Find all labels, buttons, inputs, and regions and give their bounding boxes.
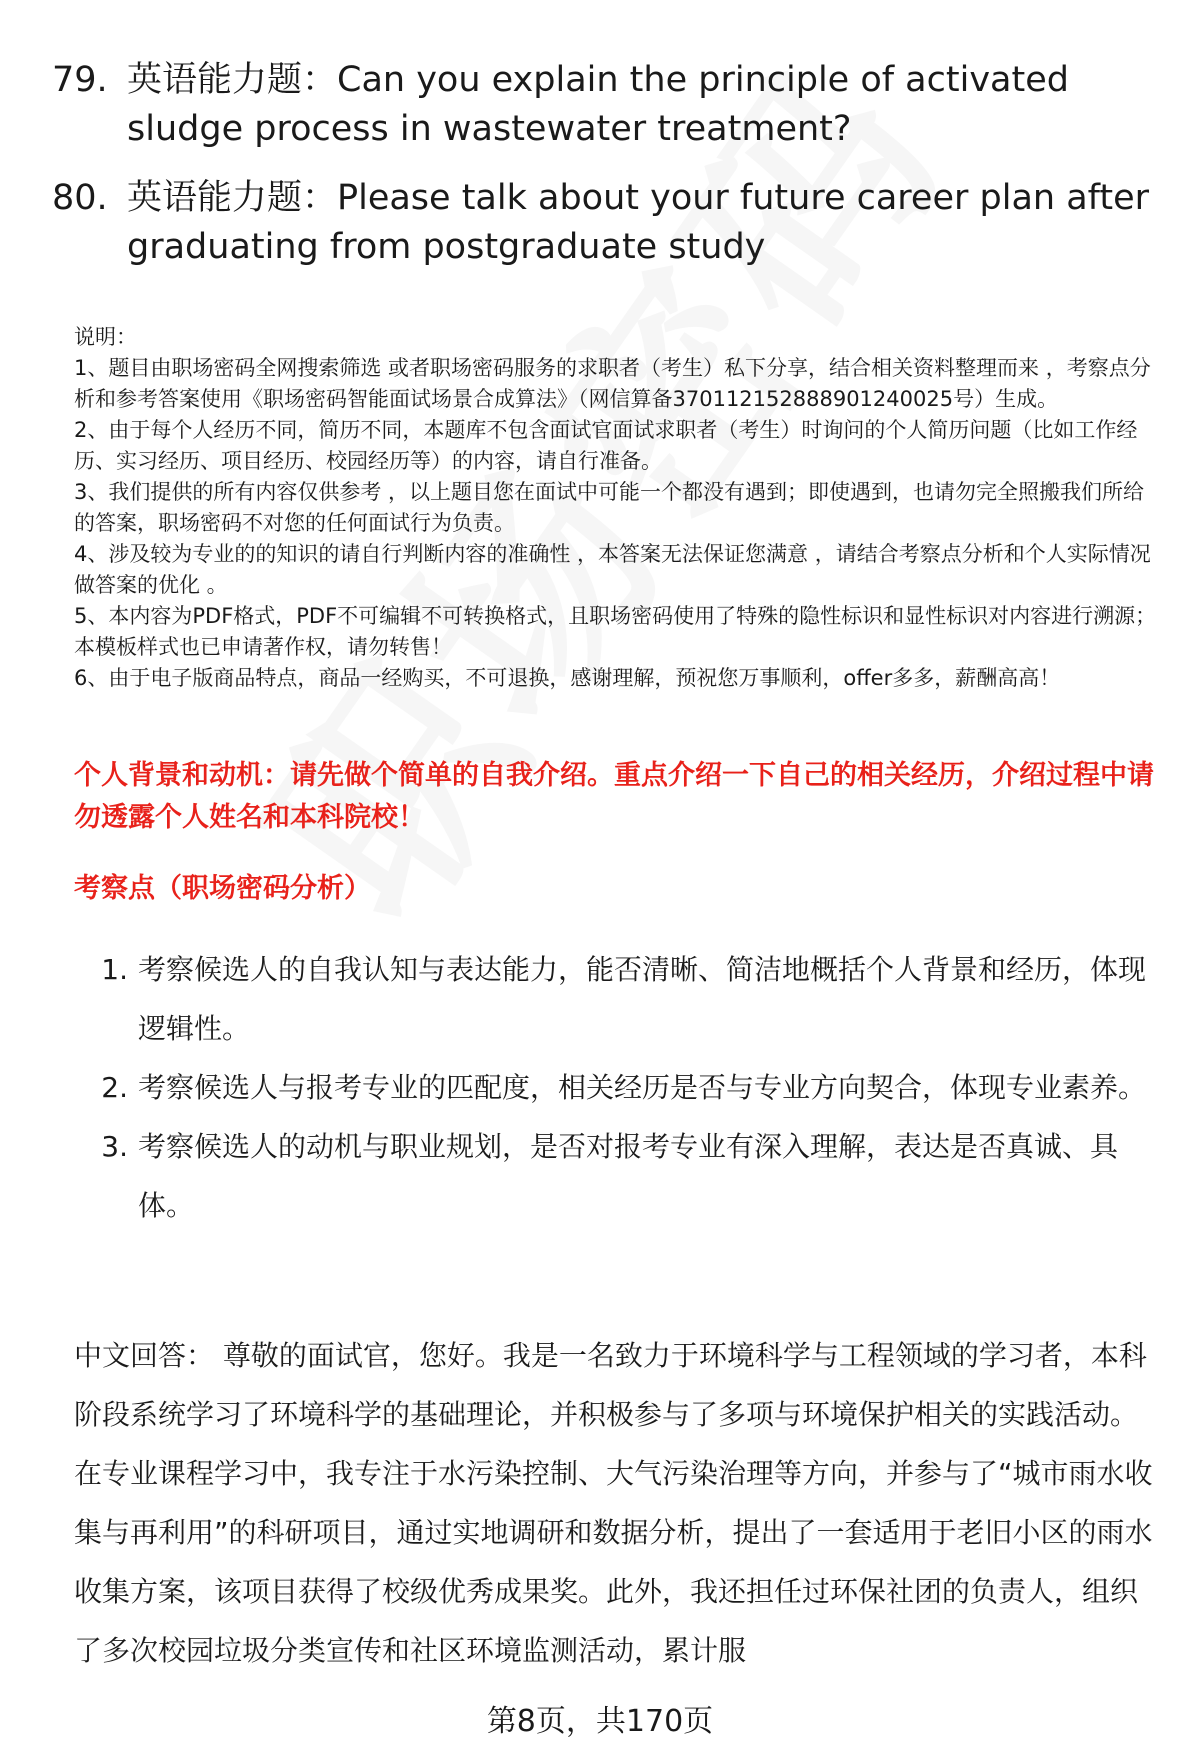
question-number: 79. — [52, 60, 108, 100]
question-text: 英语能力题：Please talk about your future career plan after graduating from postgraduate study — [127, 178, 1150, 267]
question-79 — [52, 56, 1152, 154]
point-number: 3. — [101, 1130, 128, 1163]
question-text: 英语能力题：Can you explain the principle of activated sludge process in wastewater treatment? — [127, 60, 1069, 149]
question-number: 80. — [52, 178, 108, 218]
section-heading: 个人背景和动机：请先做个简单的自我介绍。重点介绍一下自己的相关经历，介绍过程中请勿透露个人姓名和本科院校！ — [74, 760, 1154, 833]
note-item-2: 2、由于每个人经历不同，简历不同，本题库不包含面试官面试求职者（考生）时询问的个人简历问题（比如工作经历、实习经历、项目经历、校园经历等）的内容，请自行准备。 — [74, 418, 1138, 473]
list-item — [74, 940, 1160, 1058]
note-item-3: 3、我们提供的所有内容仅供参考 ，以上题目您在面试中可能一个都没有遇到；即使遇到，也请勿完全照搬我们所给的答案，职场密码不对您的任何面试行为负责。 — [74, 480, 1145, 535]
point-text: 考察候选人的自我认知与表达能力，能否清晰、简洁地概括个人背景和经历，体现逻辑性。 — [138, 953, 1147, 1045]
point-text: 考察候选人与报考专业的匹配度，相关经历是否与专业方向契合，体现专业素养。 — [138, 1071, 1147, 1104]
list-item — [74, 1058, 1160, 1117]
analysis-points — [74, 940, 1160, 1235]
note-item-4: 4、涉及较为专业的的知识的请自行判断内容的准确性 ，本答案无法保证您满意 ，请结合考察点分析和个人实际情况做答案的优化 。 — [74, 542, 1151, 597]
answer-paragraph: 中文回答： 尊敬的面试官，您好。我是一名致力于环境科学与工程领域的学习者，本科阶段系统学习了环境科学的基础理论，并积极参与了多项与环境保护相关的实践活动。在专业课程学习中，我专注于水污染控制、大气污染治理等方向，并参与了“城市雨水收集与再利用”的科研项目，通过实地调研和数据分析，提出了一套适用于老旧小区的雨水收集方案，该项目获得了校级优秀成果奖。此外，我还担任过环保社团的负责人，组织了多次校园垃圾分类宣传和社区环境监测活动，累计服 — [74, 1339, 1153, 1667]
notes-title: 说明： — [74, 325, 137, 349]
point-text: 考察候选人的动机与职业规划，是否对报考专业有深入理解，表达是否真诚、具体。 — [138, 1130, 1119, 1222]
analysis-heading: 考察点（职场密码分析） — [74, 873, 371, 904]
point-number: 2. — [101, 1071, 128, 1104]
note-item-5: 5、本内容为PDF格式，PDF不可编辑不可转换格式，且职场密码使用了特殊的隐性标识和显性标识对内容进行溯源；本模板样式也已申请著作权，请勿转售！ — [74, 604, 1157, 659]
notes-block — [74, 322, 1160, 694]
point-number: 1. — [101, 953, 128, 986]
note-item-1: 1、题目由职场密码全网搜索筛选 或者职场密码服务的求职者（考生）私下分享，结合相关资料整理而来 ，考察点分析和参考答案使用《职场密码智能面试场景合成算法》（网信算备370112152888901240025号）生成。 — [74, 356, 1151, 411]
page-footer: 第8页，共170页 — [486, 1704, 714, 1739]
list-item — [74, 1117, 1160, 1235]
question-80 — [52, 174, 1152, 272]
note-item-6: 6、由于电子版商品特点，商品一经购买，不可退换，感谢理解，预祝您万事顺利，offer多多，薪酬高高！ — [74, 666, 1061, 690]
